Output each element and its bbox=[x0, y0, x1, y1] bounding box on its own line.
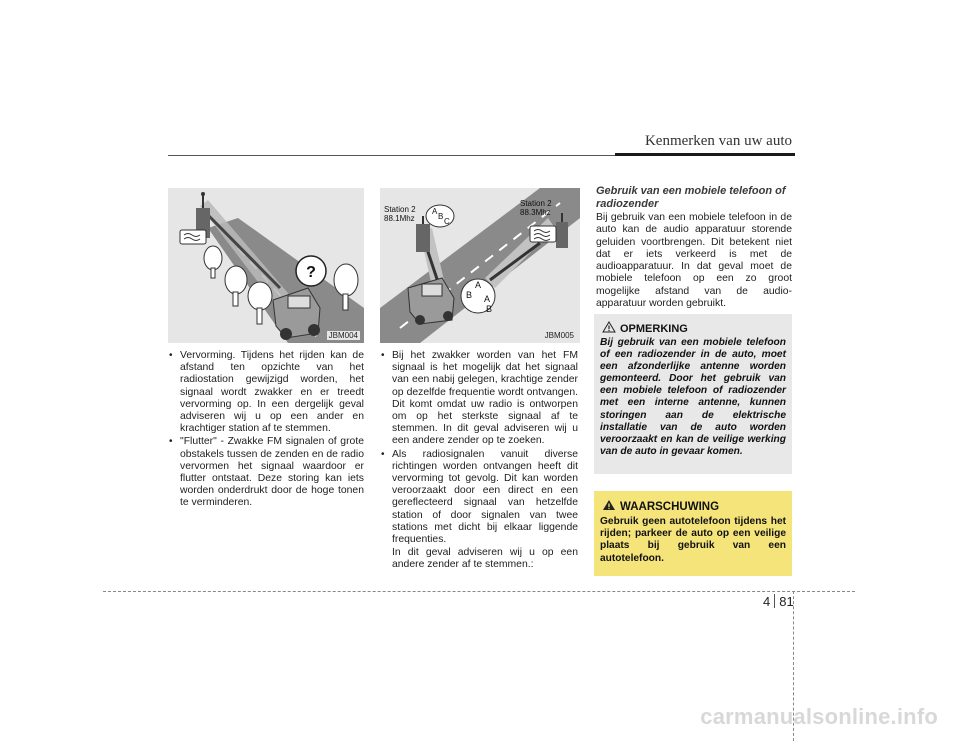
column-2-list bbox=[380, 350, 578, 573]
station-right-freq: 88.3Mhz bbox=[520, 208, 551, 217]
svg-text:A: A bbox=[475, 280, 482, 290]
list-item: • Bij het zwakker worden van het FM signaal is het mogelijk dat het signaal van een nabij gelegen, krachtige zender op dezelfde frequentie wordt ontvangen. Dit komt omdat uw radio is ontworpen om op het sterkste signaal af te stemmen. In dit geval adviseren wij u een andere zender op te zoeken. bbox=[380, 350, 578, 448]
warning-heading: WAARSCHUWING bbox=[602, 499, 719, 513]
svg-text:A: A bbox=[432, 207, 438, 216]
svg-text:B: B bbox=[486, 304, 493, 314]
warning-body: Gebruik geen autotelefoon tijdens het rijden; parkeer de auto op een veilige plaats bij gebruik van een autotelefoon. bbox=[600, 516, 786, 564]
section-title: Gebruik van een mobiele telefoon of radiozender bbox=[596, 185, 786, 210]
svg-text:B: B bbox=[466, 290, 473, 300]
svg-text:A: A bbox=[484, 294, 491, 304]
svg-text:B: B bbox=[438, 212, 444, 221]
caution-icon bbox=[602, 321, 616, 333]
figure-jbm005 bbox=[380, 188, 580, 343]
list-item: • Vervorming. Tijdens het rijden kan de afstand ten opzichte van het radiostation gewijzigd worden, het signaal wordt zwakker en er treedt vervorming op. In een dergelijk geval adviseren wij u op een ander en krachtiger station af te stemmen. bbox=[168, 350, 364, 435]
list-item: • Als radiosignalen vanuit diverse richtingen worden ontvangen heeft dit vervorming tot gevolg. Dit kan worden veroorzaakt door een direct en een gereflecteerd signaal van hetzelfde station of door signalen van twee stations met dicht bij elkaar liggende frequenties. In dit geval adviseren wij u op een andere zender af te stemmen.: bbox=[380, 449, 578, 572]
section-body: Bij gebruik van een mobiele telefoon in de auto kan de audio apparatuur storende geluiden voortbrengen. Dit betekent niet dat er iets verkeerd is met de audioapparatuur. In dat geval moet de mobiele telefoon op een zo groot mogelijke afstand van de audio-apparatuur worden gebruikt. bbox=[596, 212, 792, 310]
note-box bbox=[594, 314, 792, 474]
column-1-list bbox=[168, 350, 364, 511]
signal-waves-icon bbox=[530, 226, 556, 242]
list-item-sub: In dit geval adviseren wij u op een andere zender af te stemmen.: bbox=[392, 547, 578, 571]
question-mark: ? bbox=[306, 264, 316, 281]
station-left-freq: 88.1Mhz bbox=[384, 214, 415, 223]
station-right-name: Station 2 bbox=[520, 199, 552, 208]
signal-waves-icon bbox=[180, 230, 206, 244]
svg-text:C: C bbox=[444, 217, 450, 226]
footer-dashed-rule bbox=[103, 591, 855, 592]
page-number-value: 81 bbox=[779, 594, 794, 609]
figure-id-label: JBM005 bbox=[544, 331, 574, 340]
note-body: Bij gebruik van een mobiele telefoon of een radiozender in de auto, moet een afzonderlijke antenne worden gemonteerd. Door het gebruik van een mobiele telefoon of radiozender met een interne antenne, kunnen storingen aan de elektrische installatie van de auto worden veroorzaakt en kan de veilige werking van de auto in gevaar komen. bbox=[600, 337, 786, 457]
warning-icon bbox=[602, 499, 616, 511]
chapter-number: 4 bbox=[763, 594, 771, 609]
page-number bbox=[763, 594, 794, 609]
note-heading: OPMERKING bbox=[602, 321, 688, 335]
figure-id-label: JBM004 bbox=[328, 331, 358, 340]
header-thin-rule bbox=[168, 155, 615, 156]
watermark: carmanualsonline.info bbox=[700, 704, 938, 729]
list-item: • "Flutter" - Zwakke FM signalen of grote obstakels tussen de zenden en de radio vervormen het signaal waardoor er flutter ontstaat. Deze storing kan iets worden onderdrukt door de hoge tonen te verminderen. bbox=[168, 436, 364, 509]
station-left-name: Station 2 bbox=[384, 205, 416, 214]
section-header-title: Kenmerken van uw auto bbox=[644, 133, 792, 149]
header-rule bbox=[615, 153, 795, 156]
warning-box bbox=[594, 491, 792, 576]
figure-jbm004 bbox=[168, 188, 364, 343]
